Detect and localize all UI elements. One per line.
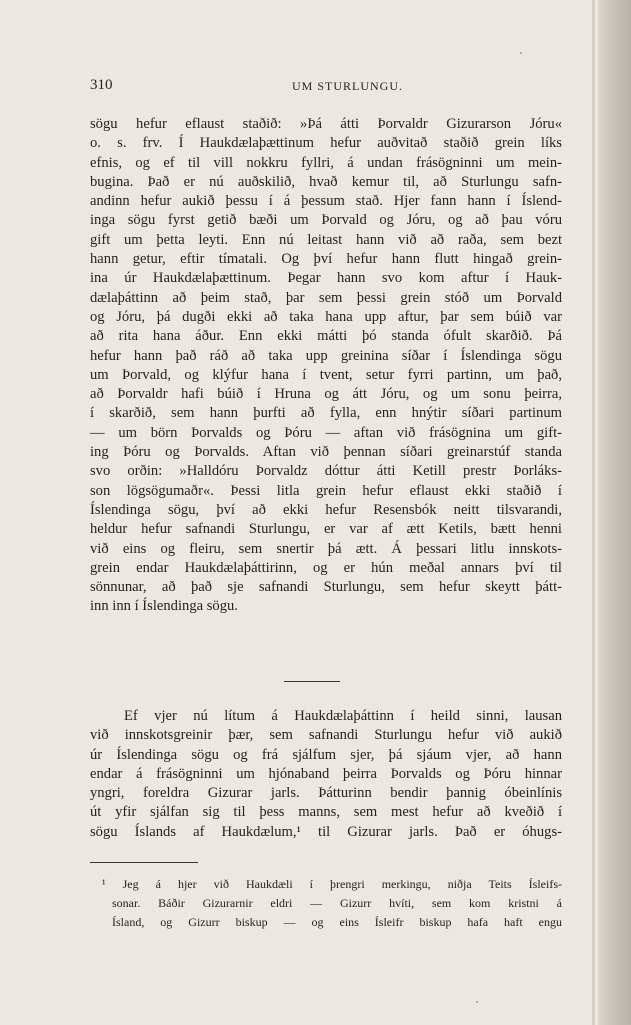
running-head: UM STURLUNGU.: [292, 79, 404, 93]
page-gutter-edge: [598, 0, 631, 1025]
text-line: Ef vjer nú lítum á Haukdælaþáttinn í heild sinni, lausan: [124, 708, 562, 724]
text-line: við innskotsgreinir þær, sem safnandi Sturlungu hefur við aukið: [90, 727, 562, 744]
paper-speck: [476, 1001, 478, 1003]
text-line: að rita hana áður. Enn ekki mátti þó standa ófult skarðið. Þá: [90, 328, 562, 345]
text-line: dælaþáttinn að þeim stað, þar sem þessi grein stóð um Þorvald: [90, 289, 562, 306]
text-line: ina úr Haukdælaþættinum. Þegar hann svo kom aftur í Hauk-: [90, 270, 562, 287]
paragraph-2: [90, 707, 562, 842]
text-line: ing Þóru og Þorvalds. Aftan við þennan síðari greinarstúf standa: [90, 444, 562, 461]
text-line: yngri, foreldra Gizurar jarls. Þátturinn bendir þannig óbeinlínis: [90, 785, 562, 802]
text-line: svo orðin: »Halldóru Þorvaldz dóttur átti Ketill prestr Þorláks-: [90, 463, 562, 480]
text-line: — um börn Þorvalds og Þóru — aftan við frásögnina um gift-: [90, 424, 562, 441]
text-line: inn inn í Íslendinga sögu.: [90, 598, 238, 615]
text-line: gift um þetta leyti. Enn nú leitast hann við að raða, sem bezt: [90, 231, 562, 248]
text-line: að Þorvaldr hafi búið í Hruna og átt Jóru, og um sonu þeirra,: [90, 386, 562, 403]
page-number: 310: [90, 77, 113, 93]
text-line: bugina. Það er nú auðskilið, hvað kemur til, að Sturlungu safn-: [90, 173, 562, 190]
text-line: son lögsögumaðr«. Þessi litla grein hefur eflaust ekki staðið í: [90, 482, 562, 499]
text-line: og Jóru, þá dugði ekki að taka hana upp aftur, þar sem búið var: [90, 308, 562, 325]
page-edge-line: [592, 0, 595, 1025]
text-line: o. s. frv. Í Haukdælaþættinum hefur auðvitað staðið grein líks: [90, 135, 562, 152]
text-line: endar á frásögninni um hjónaband þeirra Þorvalds og Þóru hinnar: [90, 765, 562, 782]
text-line: heldur hefur safnandi Sturlungu, er var af ætt Ketils, bætt henni: [90, 521, 562, 538]
text-line: í skarðið, sem hann þurfti að fylla, enn hnýtir síðari partinum: [90, 405, 562, 422]
text-line: úr Íslendinga sögu og frá sjálfum sjer, þá sjáum vjer, að hann: [90, 746, 562, 763]
text-line: sögu Íslands af Haukdælum,¹ til Gizurar jarls. Það er óhugs-: [90, 823, 562, 840]
paper-speck: [520, 52, 522, 54]
page-header: [90, 77, 560, 97]
text-line: efnis, og ef til vill nokkru fyllri, á undan frásögninni um mein-: [90, 154, 562, 171]
paragraph-1: [90, 115, 562, 617]
footnote: [102, 875, 562, 932]
text-line: við eins og fleiru, sem snertir þá ætt. Á þessari litlu innskots-: [90, 540, 562, 557]
text-line: út yfir sjálfan sig til þess manns, sem mest hefur að kveðið í: [90, 804, 562, 821]
text-line: inga sögu fyrst getið bæði um Þorvald og Jóru, og að þau vóru: [90, 212, 562, 229]
text-line: hefur hann það ráð að taka upp greinina síðar í Íslendinga sögu: [90, 347, 562, 364]
text-line: hann getur, eftir tímatali. Og því hefur hann flutt hingað grein-: [90, 251, 562, 268]
footnote-line: sonar. Báðir Gizurarnir eldri — Gizurr hvíti, sem kom kristni á: [112, 896, 562, 910]
text-line: um Þorvald, og klýfur hana í tvent, setur fyrri partinn, um það,: [90, 366, 562, 383]
section-separator: [284, 681, 340, 682]
footnote-line: ¹ Jeg á hjer við Haukdæli í þrengri merkingu, niðja Teits Ísleifs-: [102, 877, 562, 891]
text-line: Íslendinga sögu, því að ekki hefur Resensbók neitt tilsvarandi,: [90, 501, 562, 518]
footnote-line: Ísland, og Gizurr biskup — og eins Ísleifr biskup hafa haft engu: [112, 915, 562, 929]
text-line: sögu hefur eflaust staðið: »Þá átti Þorvaldr Gizurarson Jóru«: [90, 116, 562, 132]
footnote-rule: [90, 862, 198, 863]
text-line: andinn hefur aukið þessu í á þessum stað. Hjer fann hann í Íslend-: [90, 193, 562, 210]
text-line: grein endar Haukdælaþáttirinn, og er hún meðal annars því til: [90, 559, 562, 576]
text-line: sönnunar, að það sje safnandi Sturlungu, sem hefur skeytt þátt-: [90, 579, 562, 596]
